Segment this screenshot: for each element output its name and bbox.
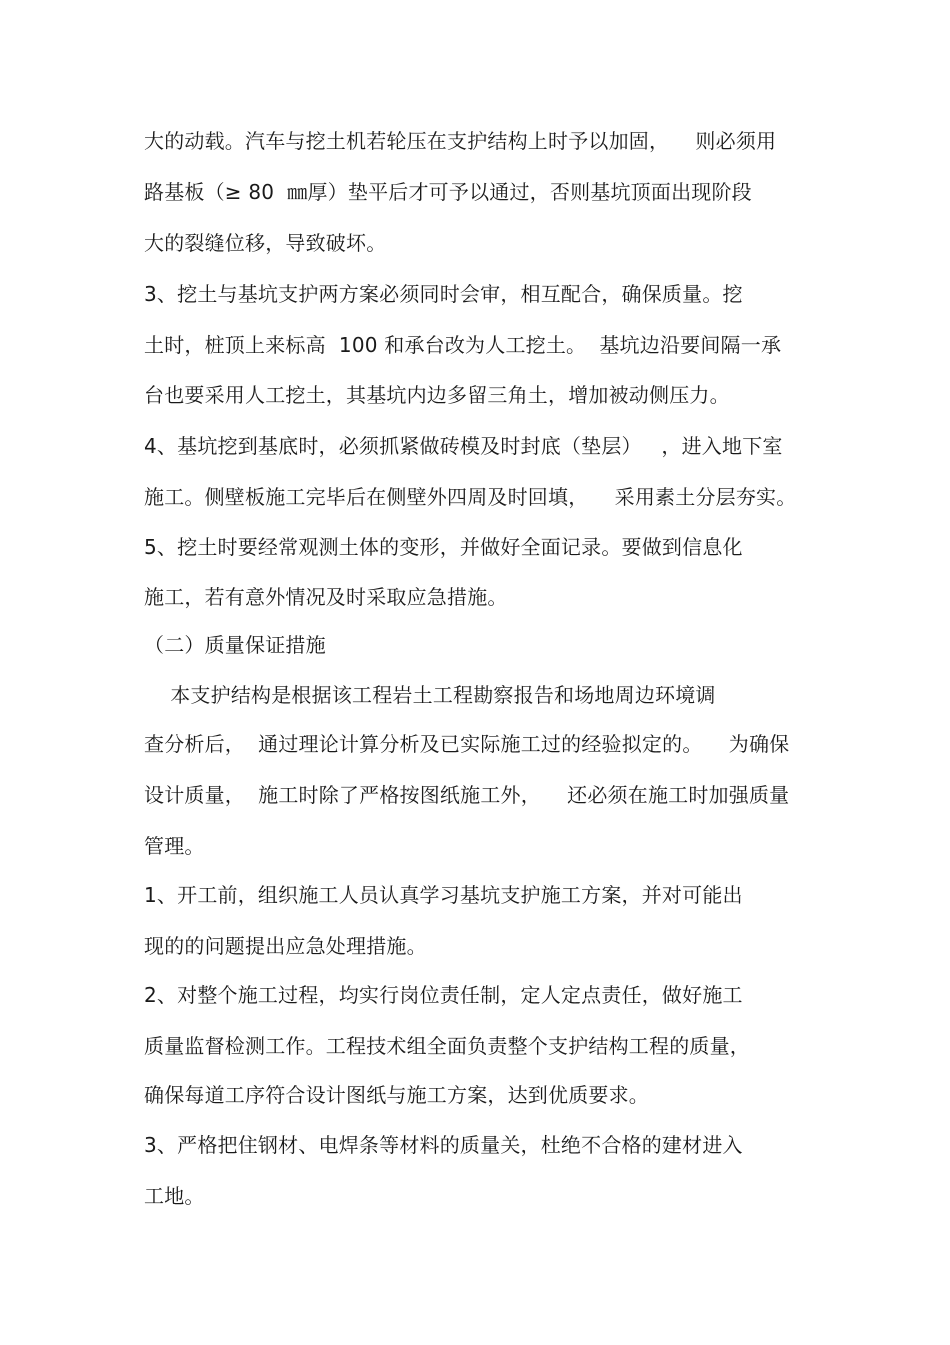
text-line: 土时，桩顶上来标高 100 和承台改为人工挖土。 基坑边沿要间隔一承 bbox=[144, 333, 782, 357]
text-line: 管理。 bbox=[144, 834, 205, 858]
text-line: 查分析后， 通过理论计算分析及已实际施工过的经验拟定的。 为确保 bbox=[144, 732, 790, 756]
section-heading: （二）质量保证措施 bbox=[144, 633, 326, 657]
text-line: 5、挖土时要经常观测土体的变形，并做好全面记录。要做到信息化 bbox=[144, 535, 743, 559]
text-line: 台也要采用人工挖土，其基坑内边多留三角土，增加被动侧压力。 bbox=[144, 383, 730, 407]
text-line: 施工，若有意外情况及时采取应急措施。 bbox=[144, 585, 508, 609]
text-line: 设计质量， 施工时除了严格按图纸施工外， 还必须在施工时加强质量 bbox=[144, 783, 790, 807]
text-line: 2、对整个施工过程，均实行岗位责任制，定人定点责任，做好施工 bbox=[144, 983, 743, 1007]
text-line: 路基板（≥ 80 ㎜厚）垫平后才可予以通过，否则基坑顶面出现阶段 bbox=[144, 180, 752, 204]
text-line: 大的裂缝位移，导致破坏。 bbox=[144, 231, 387, 255]
text-line: 3、严格把住钢材、电焊条等材料的质量关，杜绝不合格的建材进入 bbox=[144, 1133, 743, 1157]
text-line: 现的的问题提出应急处理措施。 bbox=[144, 934, 427, 958]
text-line: 施工。侧壁板施工完毕后在侧壁外四周及时回填， 采用素土分层夯实。 bbox=[144, 485, 797, 509]
text-line: 确保每道工序符合设计图纸与施工方案，达到优质要求。 bbox=[144, 1083, 649, 1107]
text-line: 工地。 bbox=[144, 1184, 205, 1208]
text-line: 4、基坑挖到基底时，必须抓紧做砖模及时封底（垫层） ，进入地下室 bbox=[144, 434, 783, 458]
text-line: 大的动载。汽车与挖土机若轮压在支护结构上时予以加固， 则必须用 bbox=[144, 129, 777, 153]
text-line: 1、开工前，组织施工人员认真学习基坑支护施工方案，并对可能出 bbox=[144, 883, 743, 907]
text-line: 质量监督检测工作。工程技术组全面负责整个支护结构工程的质量， bbox=[144, 1034, 750, 1058]
text-line: 本支护结构是根据该工程岩土工程勘察报告和场地周边环境调 bbox=[144, 683, 716, 707]
text-line: 3、挖土与基坑支护两方案必须同时会审，相互配合，确保质量。挖 bbox=[144, 282, 743, 306]
